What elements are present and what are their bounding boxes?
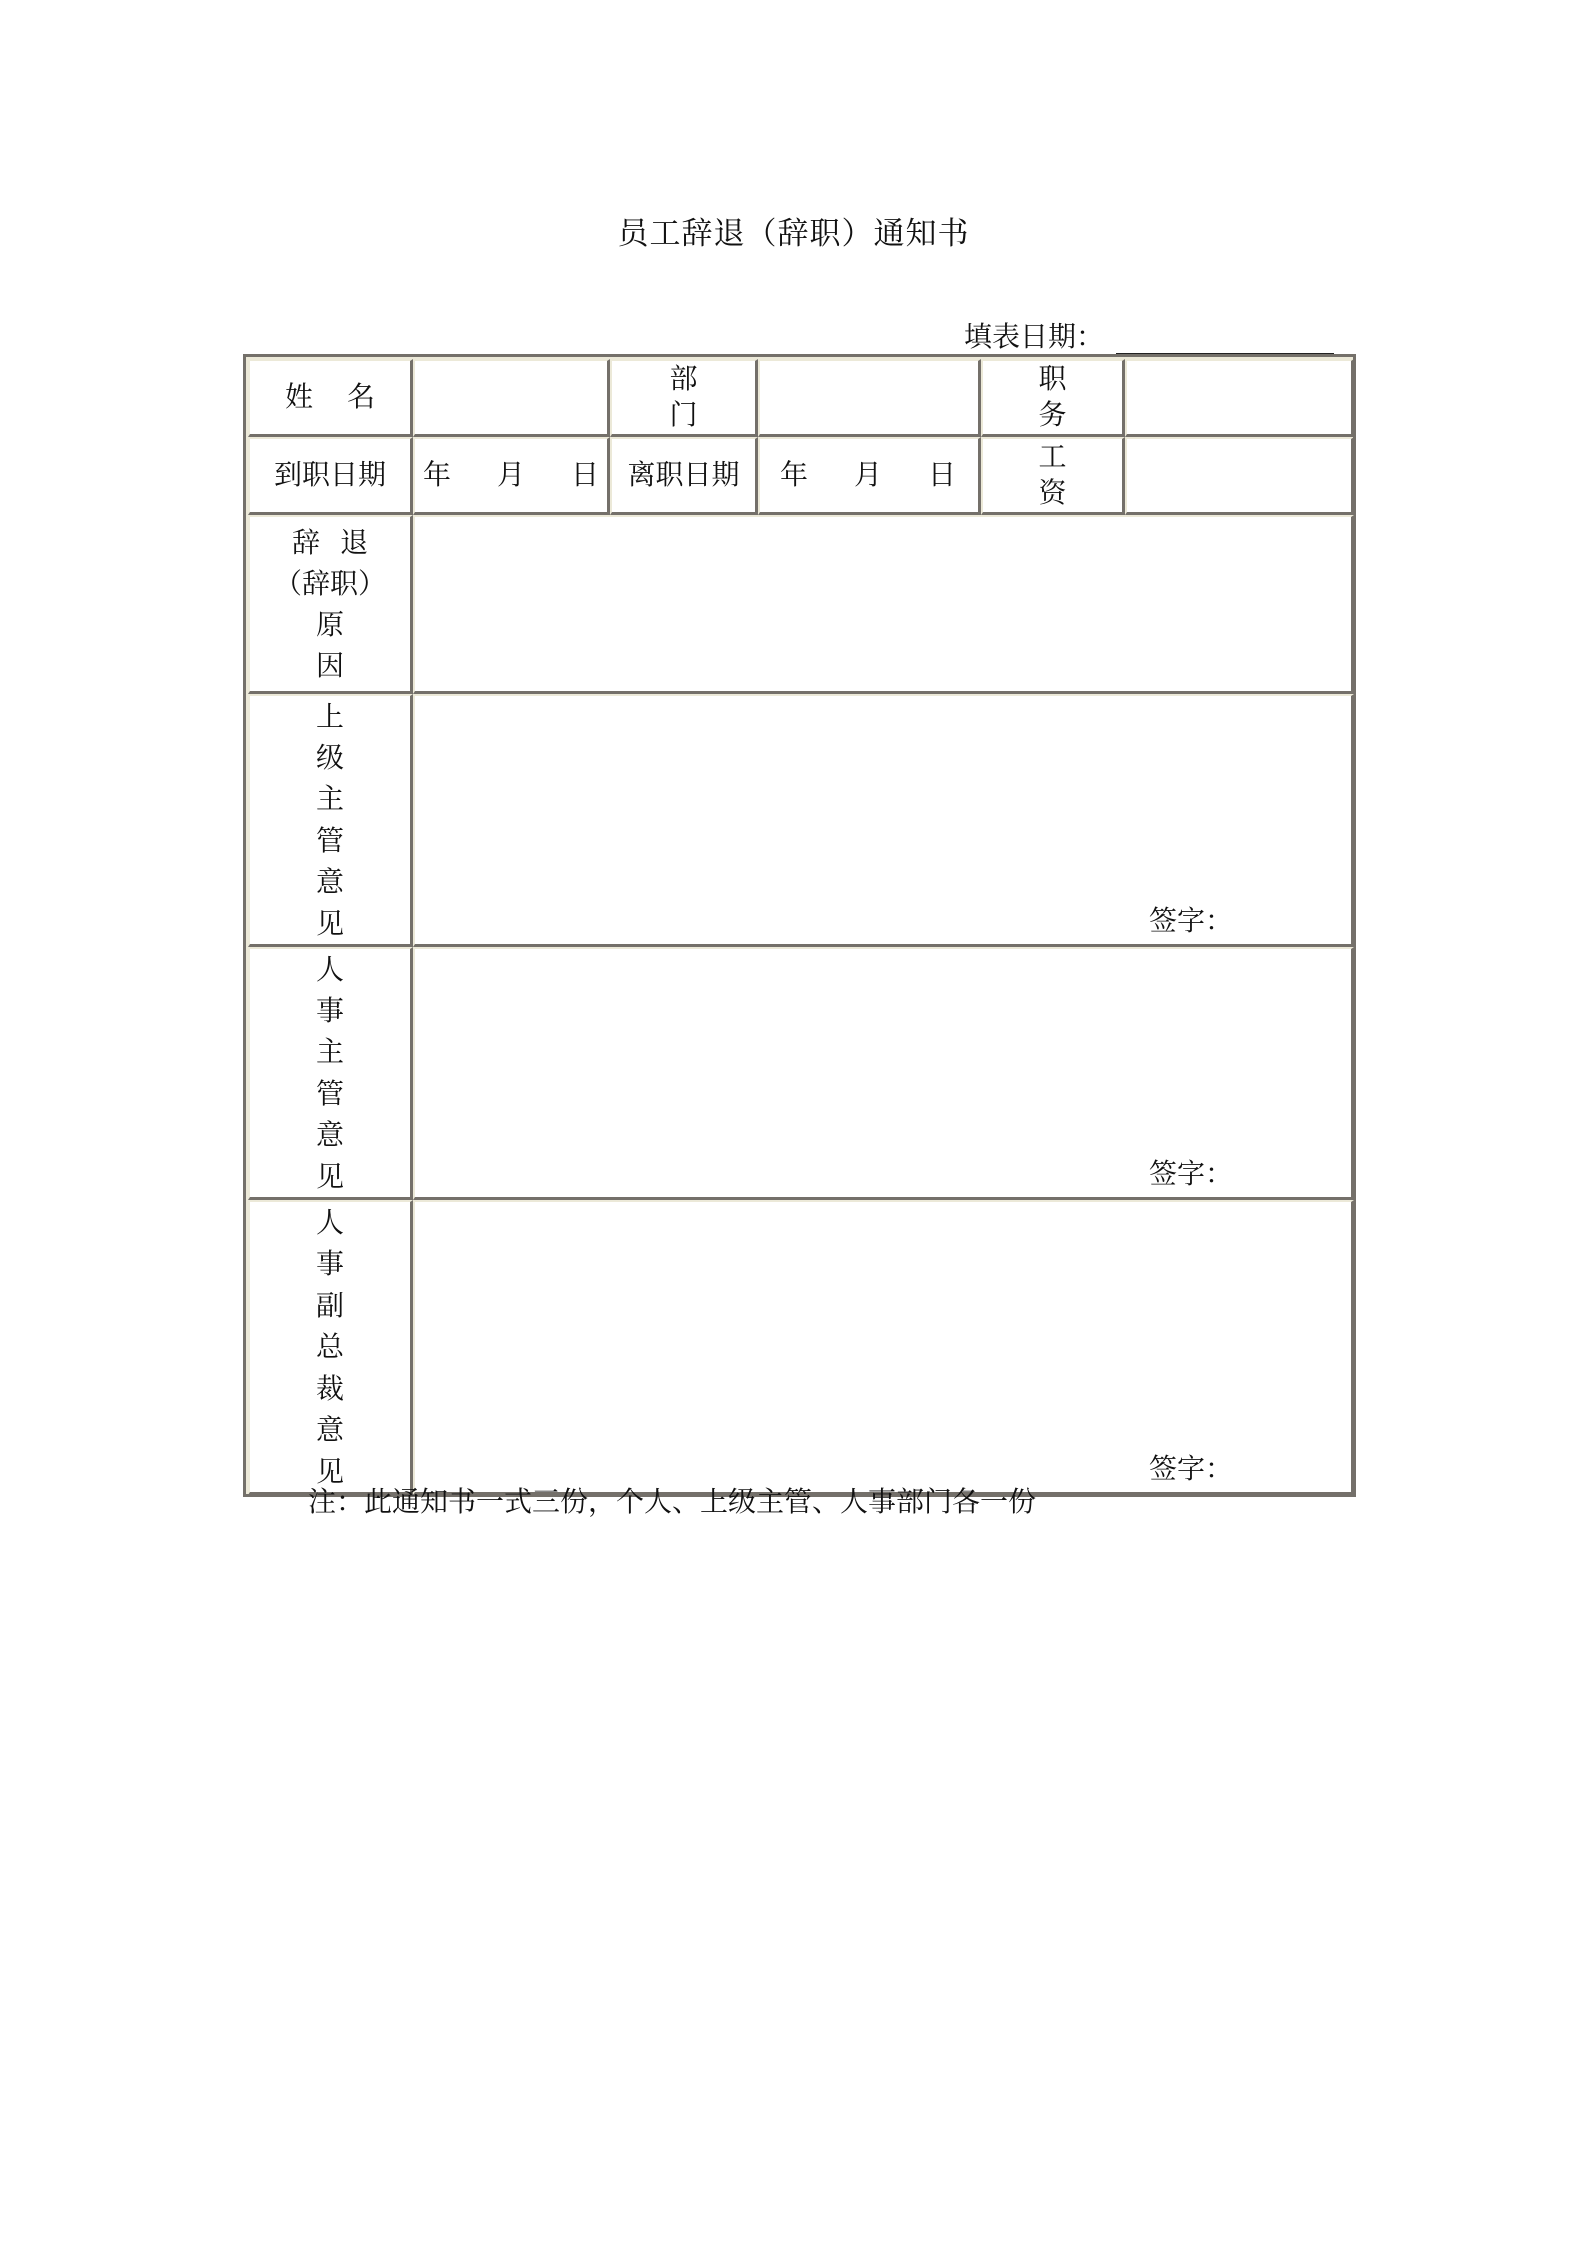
fill-date-label: 填表日期： [964,320,1105,353]
reason-label-line-3: 原因 [315,607,388,682]
label-char: 意 [315,1413,344,1447]
label-char: 见 [315,1454,344,1488]
department-label: 部门 [610,359,758,437]
leave-date-field[interactable] [758,437,981,515]
label-char: 人 [315,1205,344,1239]
hr-manager-opinion-label [248,947,413,1200]
hr-vp-opinion-label [248,1200,413,1495]
name-label: 姓名 [248,359,413,437]
salary-label: 工资 [981,437,1125,515]
hire-date-month: 月 [496,457,525,491]
label-char: 总 [315,1330,344,1364]
salary-field[interactable] [1125,437,1354,515]
table-row-hr-manager-opinion [248,947,1354,1200]
label-char: 意 [315,865,344,899]
label-char: 见 [315,906,344,940]
reason-label [248,515,413,694]
reason-field[interactable] [413,515,1354,694]
name-field[interactable] [413,359,610,437]
table-row-reason [248,515,1354,694]
label-char: 上 [315,699,344,733]
label-char: 主 [315,782,344,816]
table-row-dates [248,437,1354,515]
supervisor-sign-label: 签字： [1148,904,1233,938]
resignation-form-table [245,356,1354,1495]
label-char: 管 [315,823,344,857]
leave-date-label: 离职日期 [610,437,758,515]
reason-label-line-2: （辞职） [273,566,386,600]
table-row-basic-info [248,359,1354,437]
supervisor-opinion-field[interactable] [413,694,1354,947]
label-char: 事 [315,993,344,1027]
label-char: 意 [315,1118,344,1152]
hr-vp-opinion-field[interactable] [413,1200,1354,1495]
label-char: 主 [315,1035,344,1069]
label-char: 裁 [315,1371,344,1405]
fill-date [964,315,1334,355]
reason-label-line-1: 辞退 [291,525,388,559]
footnote: 注：此通知书一式三份，个人、上级主管、人事部门各一份 [308,1485,1037,1518]
position-label: 职务 [981,359,1125,437]
label-char: 管 [315,1076,344,1110]
position-field[interactable] [1125,359,1354,437]
table-row-supervisor-opinion [248,694,1354,947]
fill-date-field[interactable] [1116,323,1334,355]
label-char: 人 [315,952,344,986]
leave-date-year: 年 [779,457,808,491]
label-char: 级 [315,740,344,774]
leave-date-day: 日 [927,457,956,491]
table-row-hr-vp-opinion [248,1200,1354,1495]
department-field[interactable] [758,359,981,437]
hire-date-year: 年 [422,457,451,491]
label-char: 事 [315,1247,344,1281]
hr-manager-sign-label: 签字： [1148,1157,1233,1191]
page-title: 员工辞退（辞职）通知书 [617,216,970,252]
hr-vp-sign-label: 签字： [1148,1452,1233,1486]
label-char: 副 [315,1288,344,1322]
hire-date-day: 日 [570,457,599,491]
supervisor-opinion-label [248,694,413,947]
label-char: 见 [315,1159,344,1193]
hire-date-label: 到职日期 [248,437,413,515]
hire-date-field[interactable] [413,437,610,515]
hr-manager-opinion-field[interactable] [413,947,1354,1200]
leave-date-month: 月 [853,457,882,491]
